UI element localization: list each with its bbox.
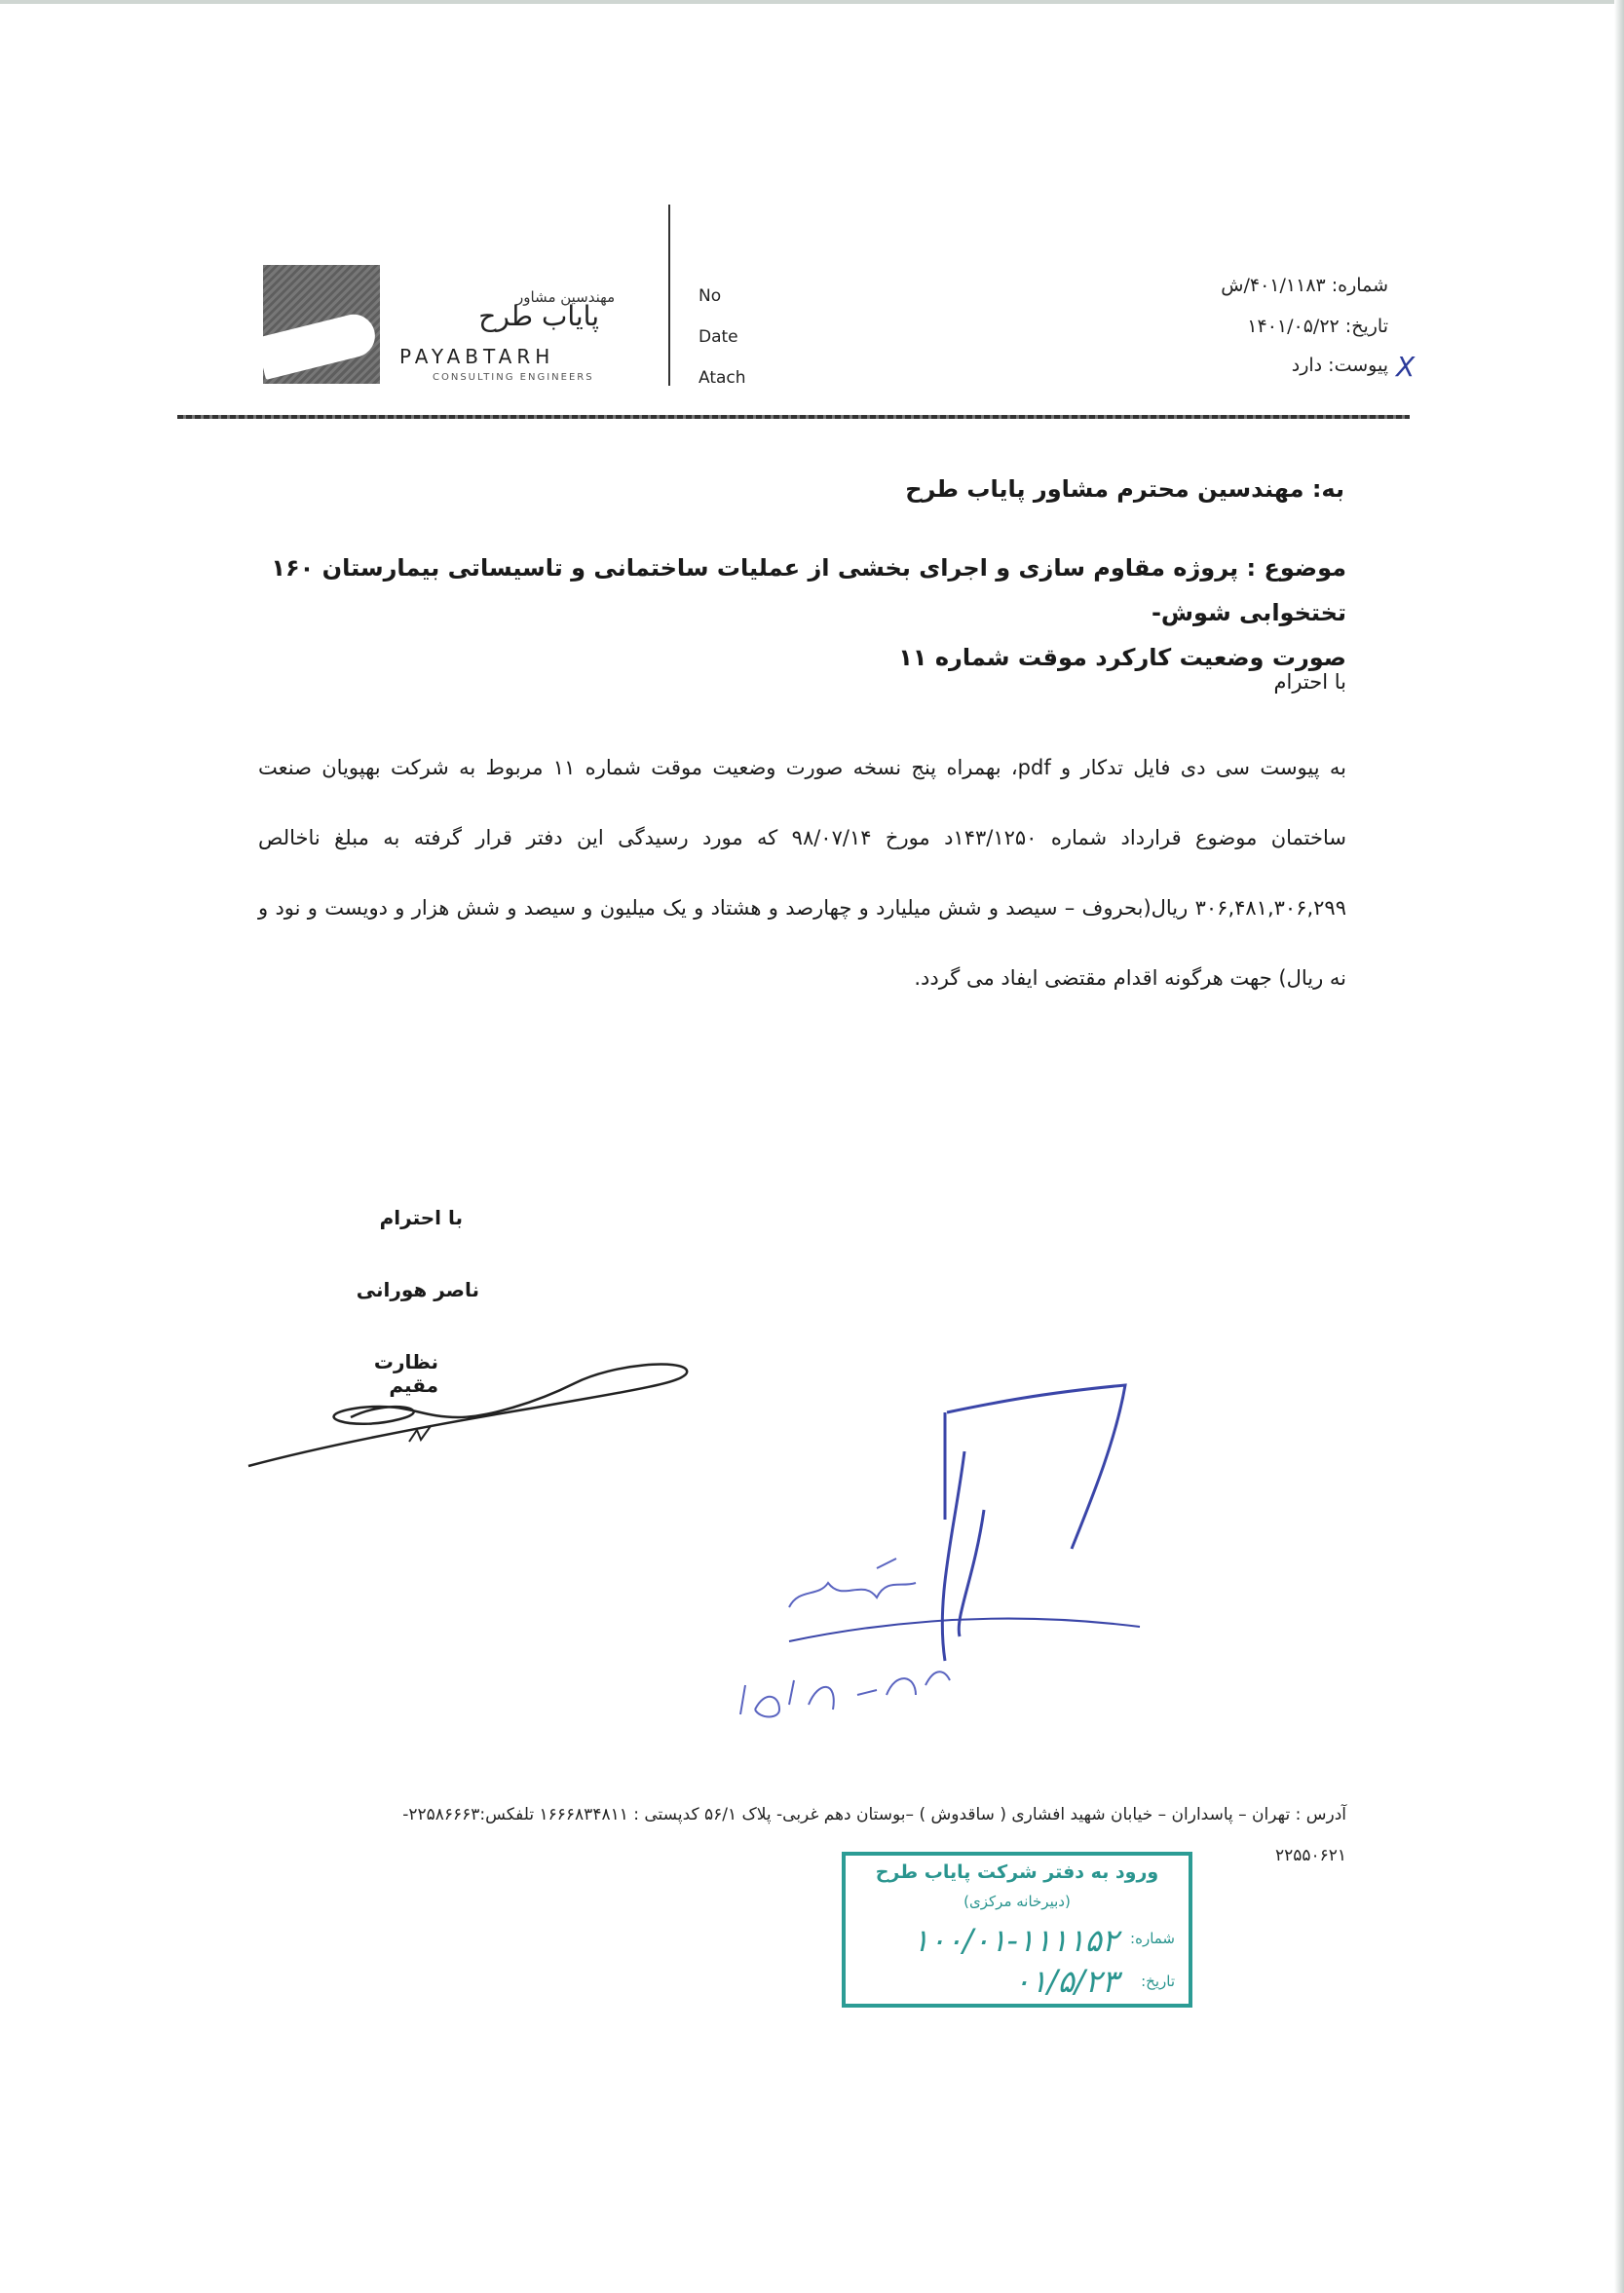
logo-fa-small-text: مهندسین مشاور [516, 288, 616, 306]
address-line-1: آدرس : تهران – پاسداران – خیابان شهید افشاری ( ساقدوش ) –بوستان دهم غربی- پلاک ۵۶/۱ کدپستی : ۱۶۶۶۸۳۴۸۱۱ تلفکس:۲۲۵۸۶۶۶۳- [402, 1805, 1346, 1824]
logo-fa-text: پایاب طرح [478, 300, 599, 332]
stamp-number-value: ۱۰۰/۰۱-۱۱۱۱۵۲ [912, 1922, 1118, 1959]
scan-edge-right [1614, 0, 1624, 2293]
recipient: به: مهندسین محترم مشاور پایاب طرح [905, 475, 1344, 503]
header-divider [668, 205, 670, 386]
closing: با احترام [379, 1206, 463, 1229]
stamp-date-value: ۰۱/۵/۲۳ [1013, 1963, 1118, 2000]
label-date: Date [699, 327, 738, 347]
receipt-stamp [842, 1852, 1192, 2008]
stamp-subtitle: (دبیرخانه مرکزی) [963, 1893, 1071, 1910]
stamp-title: ورود به دفتر شرکت پایاب طرح [875, 1861, 1159, 1883]
company-logo-icon [263, 265, 380, 384]
greeting: با احترام [1273, 670, 1346, 694]
address-line-2: ۲۲۵۵۰۶۲۱ [1274, 1846, 1346, 1865]
scan-edge-top [0, 0, 1624, 4]
header-rule [177, 415, 1410, 419]
logo-sub-text: CONSULTING ENGINEERS [433, 372, 594, 383]
subject-line-2: صورت وضعیت کارکرد موقت شماره ۱۱ [898, 644, 1346, 671]
stamp-date-label: تاریخ: [1141, 1973, 1175, 1990]
signer-name: ناصر هورانی [356, 1278, 479, 1301]
letter-number: شماره: ۴۰۱/۱۱۸۳/ش [1221, 275, 1388, 296]
label-attach: Atach [699, 368, 746, 388]
letter-attachment: پیوست: دارد [1291, 355, 1388, 376]
letter-body: به پیوست سی دی فایل تدکار و pdf، بهمراه پنج نسخه صورت وضعیت موقت شماره ۱۱ مربوط به شرکت بهپویان صنعت ساختمان موضوع قرارداد شماره ۱۴۳/۱۲۵۰د مورخ ۹۸/۰۷/۱۴ که مورد رسیدگی این دفتر قرار گرفته به مبلغ ناخالص ۳۰۶,۴۸۱,۳۰۶,۲۹۹ ریال(بحروف – سیصد و شش میلیارد و چهارصد و هشتاد و یک میلیون و سیصد و شش هزار و دویست و نود و نه ریال) جهت هرگونه اقدام مقتضی ایفاد می گردد. [258, 756, 1346, 990]
signer-title: نظارت مقیم [373, 1350, 438, 1397]
letter-date: تاریخ: ۱۴۰۱/۰۵/۲۲ [1247, 316, 1388, 337]
attachment-check-mark: X [1396, 351, 1416, 383]
blue-signature-icon [731, 1383, 1159, 1773]
black-signature-icon [244, 1349, 711, 1476]
subject [263, 545, 1346, 680]
logo-en-text: PAYABTARH [399, 345, 555, 368]
stamp-number-label: شماره: [1130, 1930, 1175, 1947]
label-no: No [699, 286, 722, 306]
subject-line-1: موضوع : پروژه مقاوم سازی و اجرای بخشی از عملیات ساختمانی و تاسیساتی بیمارستان ۱۶۰ تختخوابی شوش- [271, 554, 1346, 626]
